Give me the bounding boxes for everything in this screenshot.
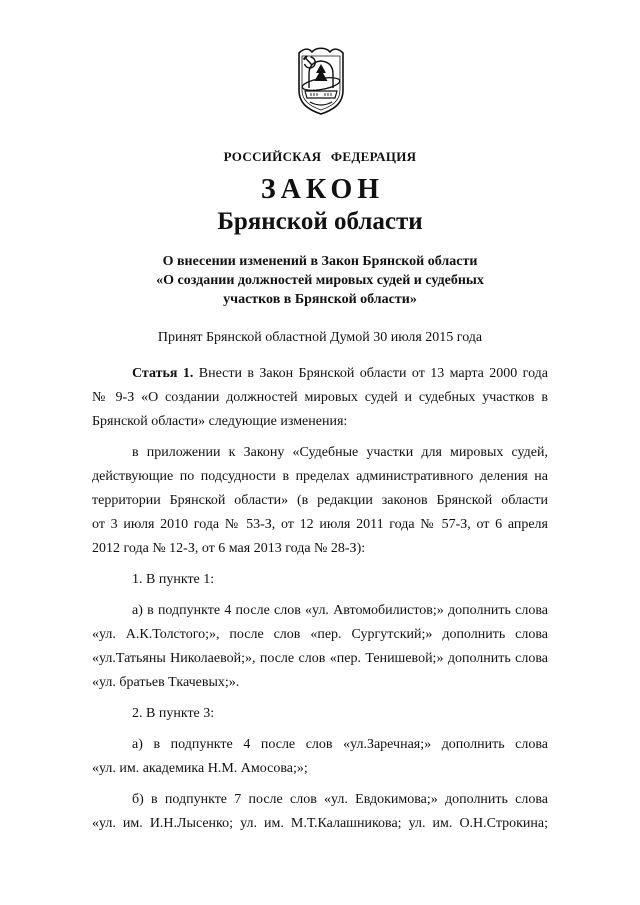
country-heading: РОССИЙСКАЯ ФЕДЕРАЦИЯ [223,149,417,164]
body-line: 2. В пункте 3: [132,706,215,721]
law-title-line: О внесении изменений в Закон Брянской области [162,254,478,269]
body-line: 2012 года № 12-З, от 6 мая 2013 года № 28-З): [92,541,366,556]
coat-of-arms-icon [295,44,347,116]
body-line: «ул.Татьяны Николаевой;», после слов «пер. Тенишевой;» дополнить слова [92,651,548,666]
law-title-line: участков в Брянской области» [223,292,417,307]
region-heading: Брянской области [217,208,423,235]
paragraph-point-3 [92,702,548,726]
law-title [92,252,548,309]
body-line: от 3 июля 2010 года № 53-З, от 12 июля 2011 года № 57-З, от 6 апреля [92,517,548,532]
body-line [92,362,548,386]
body-line: в приложении к Закону «Судебные участки для мировых судей, [132,445,548,460]
body-line: а) в подпункте 4 после слов «ул.Заречная;» дополнить слова [132,737,548,752]
body-line: № 9-З «О создании должностей мировых судей и судебных участков в [92,390,548,405]
body-line-text: Внести в Закон Брянской области от 13 марта 2000 года [198,366,549,381]
body-line: действующие по подсудности в пределах административного деления на [92,469,548,484]
body-line: «ул. братьев Ткачевых;». [92,675,240,690]
body-line: территории Брянской области» (в редакции законов Брянской области [92,493,548,508]
paragraph-subpoint-3b [92,788,548,836]
body-line: «ул. им. академика Н.М. Амосова;»; [92,761,308,776]
body-line: а) в подпункте 4 после слов «ул. Автомобилистов;» дополнить слова [132,603,548,618]
law-title-line: «О создании должностей мировых судей и судебных [156,273,484,288]
paragraph-subpoint-1a [92,599,548,695]
body-line: б) в подпункте 7 после слов «ул. Евдокимова;» дополнить слова [132,792,548,807]
body-line: 1. В пункте 1: [132,572,215,587]
paragraph-point-1 [92,568,548,592]
paragraph-subpoint-3a [92,733,548,781]
body-line: «ул. А.К.Толстого;», после слов «пер. Сургутский;» дополнить слова [92,627,548,642]
paragraph-appendix [92,441,548,561]
paragraph-article-intro [92,362,548,434]
document-type-heading: ЗАКОН [260,174,385,205]
article-body [92,362,548,836]
adoption-note: Принят Брянской областной Думой 30 июля 2015 года [157,330,483,345]
article-label: Статья 1. [132,366,194,381]
body-line: «ул. им. И.Н.Лысенко; ул. им. М.Т.Калашникова; ул. им. О.Н.Строкина; [92,816,548,831]
body-line: Брянской области» следующие изменения: [92,414,348,429]
